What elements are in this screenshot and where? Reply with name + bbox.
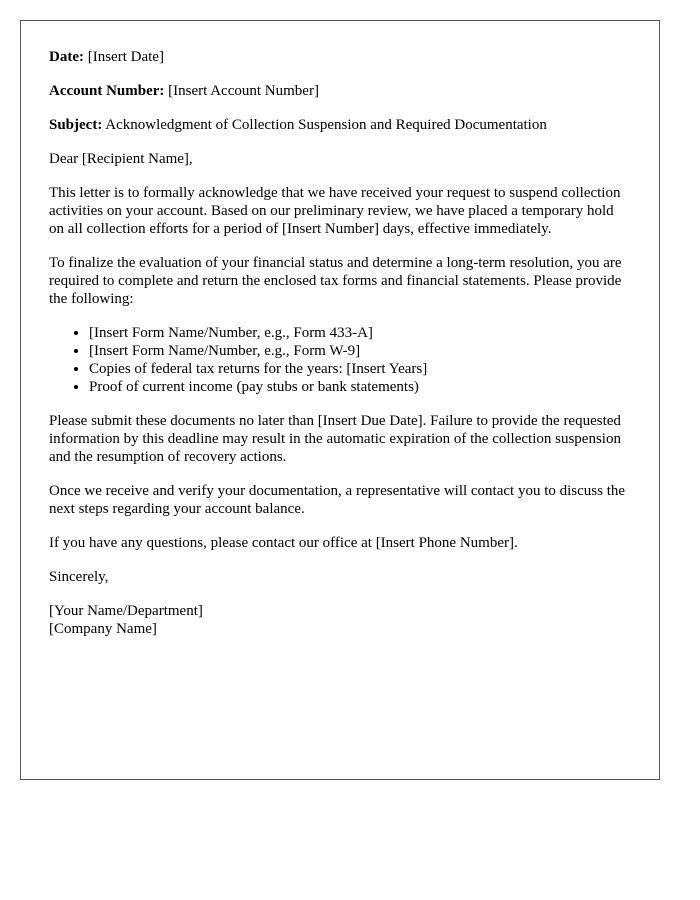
date-value: [Insert Date] [87, 49, 164, 65]
list-item: • [Insert Form Name/Number, e.g., Form 433-A] [89, 324, 631, 342]
required-documents-list [49, 324, 631, 396]
acknowledgment-paragraph: This letter is to formally acknowledge that we have received your request to suspend collection activities on your account. Based on our preliminary review, we have placed a temporary hold on all collection efforts for a period of [Insert Number] days, effective immediately. [49, 185, 621, 237]
signature-block [49, 602, 631, 638]
date-line [49, 48, 631, 66]
company-name: [Company Name] [49, 621, 157, 637]
requirements-paragraph: To finalize the evaluation of your financial status and determine a long-term resolution, you are required to complete and return the enclosed tax forms and financial statements. Please provide the following: [49, 255, 622, 307]
subject-label: Subject: [49, 117, 103, 133]
account-number-value: [Insert Account Number] [168, 83, 319, 99]
account-number-label: Account Number: [49, 83, 165, 99]
subject-value: Acknowledgment of Collection Suspension and Required Documentation [105, 117, 547, 133]
sign-off: Sincerely, [49, 569, 109, 585]
letter-document [20, 20, 660, 780]
subject-line [49, 116, 631, 134]
contact-paragraph: If you have any questions, please contact our office at [Insert Phone Number]. [49, 535, 518, 551]
signer-name: [Your Name/Department] [49, 603, 203, 619]
deadline-paragraph: Please submit these documents no later than [Insert Due Date]. Failure to provide the requested information by this deadline may result in the automatic expiration of the collection suspension and the resumption of recovery actions. [49, 413, 621, 465]
account-number-line [49, 82, 631, 100]
list-item: • Proof of current income (pay stubs or bank statements) [89, 378, 631, 396]
next-steps-paragraph: Once we receive and verify your documentation, a representative will contact you to discuss the next steps regarding your account balance. [49, 483, 626, 517]
date-label: Date: [49, 49, 84, 65]
list-item: • [Insert Form Name/Number, e.g., Form W-9] [89, 342, 631, 360]
salutation: Dear [Recipient Name], [49, 151, 193, 167]
list-item: • Copies of federal tax returns for the years: [Insert Years] [89, 360, 631, 378]
